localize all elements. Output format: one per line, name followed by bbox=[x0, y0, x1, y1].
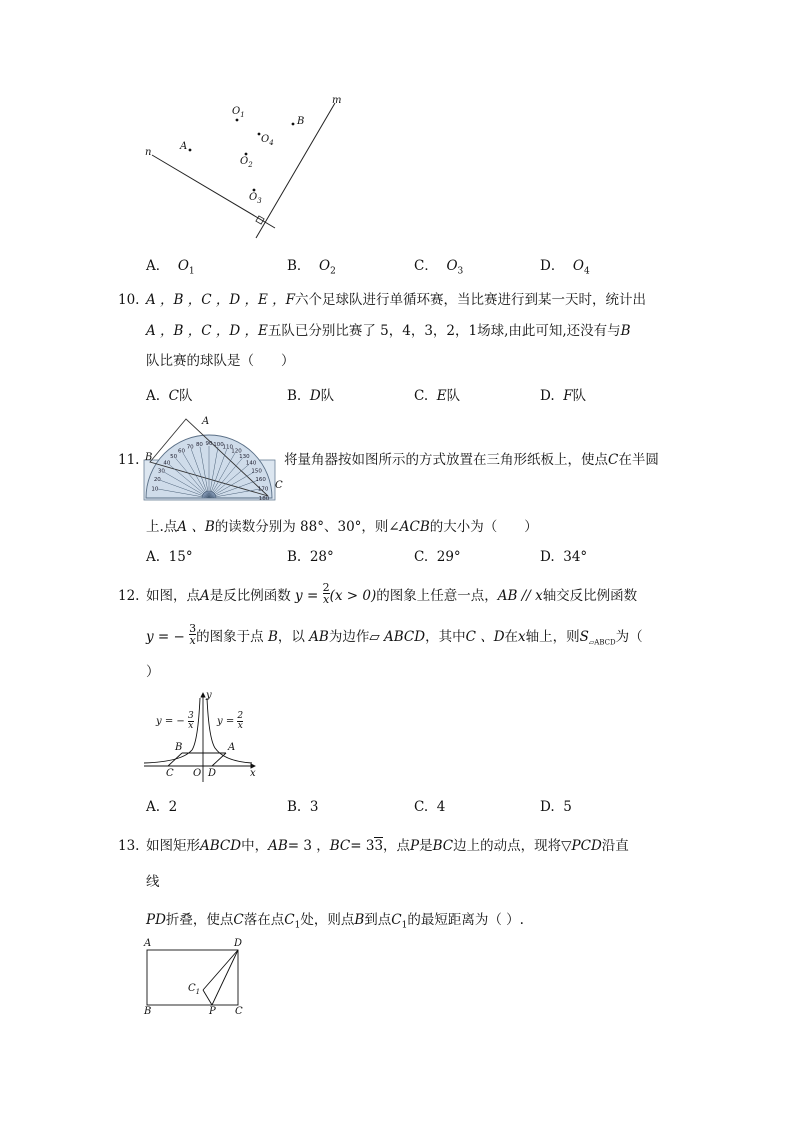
q10-number: 10. bbox=[118, 292, 140, 308]
protractor-scale-label: 50 bbox=[170, 453, 178, 460]
q9-figure bbox=[140, 95, 350, 245]
q10-option-b[interactable]: B. D队 bbox=[287, 388, 335, 404]
x-axis-label: x bbox=[250, 768, 256, 779]
q13-number: 13. bbox=[118, 838, 140, 854]
q12-number: 12. bbox=[118, 588, 140, 604]
protractor-scale-label: 80 bbox=[195, 441, 203, 448]
q10-line-1: A ，B ，C ，D ，E ，F六个足球队进行单循环赛，当比赛进行到某一天时，统计出 bbox=[146, 292, 647, 308]
q9-option-b[interactable]: B． $O_2$ bbox=[287, 258, 336, 277]
q11-option-a[interactable]: A. 15° bbox=[146, 549, 193, 565]
protractor-scale-label: 170 bbox=[257, 486, 269, 493]
protractor-scale-label: 110 bbox=[222, 444, 234, 451]
q13-line-3: PD折叠，使点C落在点$C_1$处，则点B到点$C_1$的最短距离为（ ）. bbox=[146, 912, 524, 931]
point-c-label: C bbox=[166, 768, 174, 779]
protractor-scale-label: 100 bbox=[213, 441, 224, 448]
point-a-label: A bbox=[180, 141, 188, 152]
point-a-label: A bbox=[228, 742, 236, 753]
point-d-label: D bbox=[208, 768, 217, 779]
q12-option-c[interactable]: C. 4 bbox=[414, 799, 446, 815]
protractor-scale-label: 70 bbox=[186, 444, 194, 451]
protractor-scale-label: 140 bbox=[245, 460, 257, 467]
protractor-scale-label: 90 bbox=[205, 441, 213, 447]
q11-line-2: 上.点A 、B的读数分别为 88°、30°，则∠ACB的大小为（ ） bbox=[146, 519, 538, 535]
line-m-label: m bbox=[332, 95, 342, 106]
point-o4-label: $O_4$ bbox=[261, 134, 274, 147]
point-b-label: B bbox=[297, 116, 305, 127]
rect-point-d-label: D bbox=[234, 938, 243, 949]
point-b-label: B bbox=[175, 742, 183, 753]
rect-point-b-label: B bbox=[144, 1006, 152, 1017]
rect-point-c1-label: $C_1$ bbox=[188, 983, 201, 996]
q11-protractor-figure bbox=[142, 414, 283, 504]
q12-option-d[interactable]: D. 5 bbox=[540, 799, 572, 815]
protractor-scale-label: 150 bbox=[251, 468, 262, 475]
left-function-label: y = − $\frac{3}{x}$ bbox=[156, 711, 194, 731]
point-o2-label: $O_2$ bbox=[240, 156, 253, 169]
protractor-scale-label: 130 bbox=[239, 453, 250, 460]
q11-line-1: 将量角器按如图所示的方式放置在三角形纸板上，使点C在半圆 bbox=[284, 452, 659, 468]
protractor-scale-label: 160 bbox=[255, 477, 266, 484]
q10-line-2: A ，B ，C ，D ，E五队已分别比赛了 5，4，3，2，1场球,由此可知,还没有与B bbox=[146, 323, 631, 339]
protractor-scale-label: 120 bbox=[231, 448, 242, 455]
q10-option-c[interactable]: C. E队 bbox=[414, 388, 461, 404]
q12-option-a[interactable]: A. 2 bbox=[146, 799, 178, 815]
q11-option-b[interactable]: B. 28° bbox=[287, 549, 334, 565]
q9-option-a[interactable]: A． $O_1$ bbox=[146, 258, 195, 277]
origin-label: O bbox=[193, 768, 202, 779]
right-function-label: y = $\frac{2}{x}$ bbox=[217, 711, 244, 731]
protractor-scale-label: 20 bbox=[153, 477, 161, 484]
q12-option-b[interactable]: B. 3 bbox=[287, 799, 319, 815]
y-axis-label: y bbox=[206, 690, 212, 701]
q10-line-3: 队比赛的球队是（ ） bbox=[146, 353, 295, 369]
q9-option-c[interactable]: C． $O_3$ bbox=[414, 258, 464, 277]
protractor-point-b-label: B bbox=[145, 452, 153, 463]
q12-line-3: ） bbox=[146, 664, 160, 680]
protractor-scale-label: 40 bbox=[163, 460, 171, 467]
point-o1-label: $O_1$ bbox=[232, 106, 245, 119]
protractor-point-c-label: C bbox=[275, 480, 283, 491]
q13-rectangle-figure bbox=[140, 938, 255, 1020]
protractor-point-a-label: A bbox=[202, 416, 210, 427]
rect-point-c-label: C bbox=[235, 1006, 243, 1017]
protractor-scale-label: 60 bbox=[178, 448, 185, 455]
protractor-scale-label: 10 bbox=[151, 486, 159, 493]
q12-line-1: 如图，点A是反比例函数 y = $\frac{2}{x}$ (x > 0)的图象上任意一点，AB // x轴交反比例函数 bbox=[146, 581, 638, 606]
protractor-scale-label: 180 bbox=[258, 496, 270, 502]
protractor-scale-label: 30 bbox=[157, 468, 165, 475]
q13-line-1: 如图矩形ABCD中，AB= 3 ，BC= 33，点P是BC边上的动点，现将▽PCD沿直 bbox=[146, 838, 629, 854]
point-o3-label: $O_3$ bbox=[249, 192, 262, 205]
q12-graph-figure bbox=[140, 690, 265, 785]
q11-option-d[interactable]: D. 34° bbox=[540, 549, 588, 565]
q9-option-d[interactable]: D． $O_4$ bbox=[540, 258, 590, 277]
rect-point-a-label: A bbox=[144, 938, 152, 949]
q13-line-2: 线 bbox=[146, 874, 160, 890]
rect-point-p-label: P bbox=[209, 1006, 216, 1017]
q11-number: 11. bbox=[118, 452, 140, 468]
q10-option-a[interactable]: A. C队 bbox=[146, 388, 193, 404]
q12-line-2: y = − $\frac{3}{x}$ 的图象于点 B，以 AB为边作▱ ABCD，其中C 、D在x轴上，则$S_{▱ABCD}$为（ bbox=[146, 622, 643, 647]
q10-option-d[interactable]: D. F队 bbox=[540, 388, 587, 404]
line-n-label: n bbox=[145, 147, 152, 158]
q11-option-c[interactable]: C. 29° bbox=[414, 549, 461, 565]
